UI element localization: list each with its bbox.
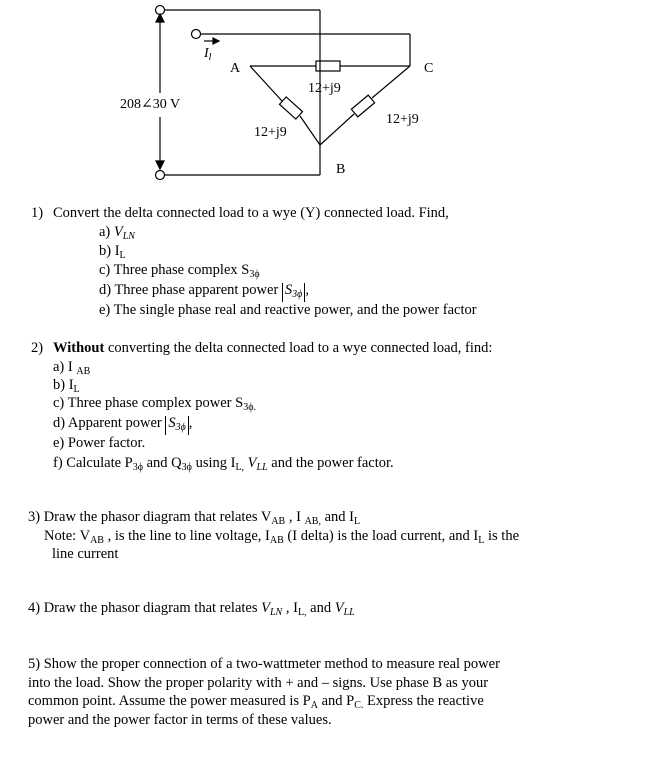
impedance-ab-label: 12+j9: [254, 125, 287, 140]
current-label: $I_l$: [204, 46, 212, 63]
q1-number: 1): [31, 205, 44, 221]
q1-item-d: d) Three phase apparent power $S_{3\phi}$ ,: [99, 282, 309, 300]
q2-number: 2): [31, 340, 44, 356]
q5-line-1: 5) Show the proper connection of a two-wattmeter method to measure real power: [28, 656, 500, 672]
voltage-arrowhead-up: [156, 14, 164, 22]
q3-line-1: 3) Draw the phasor diagram that relates $V_{AB}$ , I $_{AB,}$ and $I_L$: [28, 509, 361, 527]
source-terminal-bottom: [156, 171, 165, 180]
q2-item-c: c) Three phase complex power $S_{3\phi.}$: [53, 395, 256, 413]
impedance-bc-label: 12+j9: [386, 112, 419, 127]
q1-item-c: c) Three phase complex $S_{3\phi}$: [99, 262, 260, 280]
q2-item-d: d) Apparent power $S_{3\phi}$ ,: [53, 415, 193, 433]
impedance-bc: [351, 95, 374, 117]
impedance-ac-label: 12+j9: [308, 81, 341, 96]
q3-note: Note: $V_{AB}$ , is the line to line voltage, $I_{AB}$ (I delta) is the load current, and $I_L$ is the: [44, 528, 520, 546]
current-arrowhead: [213, 38, 219, 44]
source-voltage-label: 208∠30 V: [120, 97, 181, 112]
node-a-label: A: [230, 61, 241, 76]
q1-item-e: e) The single phase real and reactive power, and the power factor: [99, 302, 477, 318]
q5-line-4: power and the power factor in terms of these values.: [28, 712, 332, 728]
q4-line: 4) Draw the phasor diagram that relates $V_{LN}$ , $I_{L,}$ and $V_{LL}$: [28, 600, 355, 618]
q2-item-b: b) $I_L$: [53, 377, 80, 395]
node-c-label: C: [424, 61, 434, 76]
line-a-terminal: [192, 30, 201, 39]
delta-wire-zab-to-b: [300, 116, 320, 145]
delta-wire-a-to-zab: [250, 66, 282, 101]
node-b-label: B: [336, 162, 346, 177]
q2-item-e: e) Power factor.: [53, 435, 146, 451]
delta-wire-c-to-zbc: [372, 66, 410, 98]
voltage-arrowhead-down: [156, 161, 164, 169]
q1-intro: Convert the delta connected load to a wye (Y) connected load. Find,: [53, 205, 449, 221]
q1-item-a: a) $V_{LN}$: [99, 224, 135, 242]
q2-item-f: f) Calculate $P_{3\phi}$ and $Q_{3\phi}$ using $I_{L,}$ $V_{LL}$ and the power factor.: [53, 455, 394, 473]
q1-item-b: b) $I_L$: [99, 243, 126, 261]
q2-intro: Without converting the delta connected load to a wye connected load, find:: [53, 340, 493, 356]
q3-line-3: line current: [52, 546, 119, 562]
q2-item-a: a) I $_{AB}$: [53, 359, 91, 377]
delta-wire-zbc-to-b: [320, 114, 354, 145]
q5-line-3: common point. Assume the power measured is $P_A$ and $P_{C.}$ Express the reactive: [28, 693, 484, 711]
impedance-ab: [279, 97, 302, 119]
q5-line-2: into the load. Show the proper polarity with + and – signs. Use phase B as your: [28, 675, 489, 691]
